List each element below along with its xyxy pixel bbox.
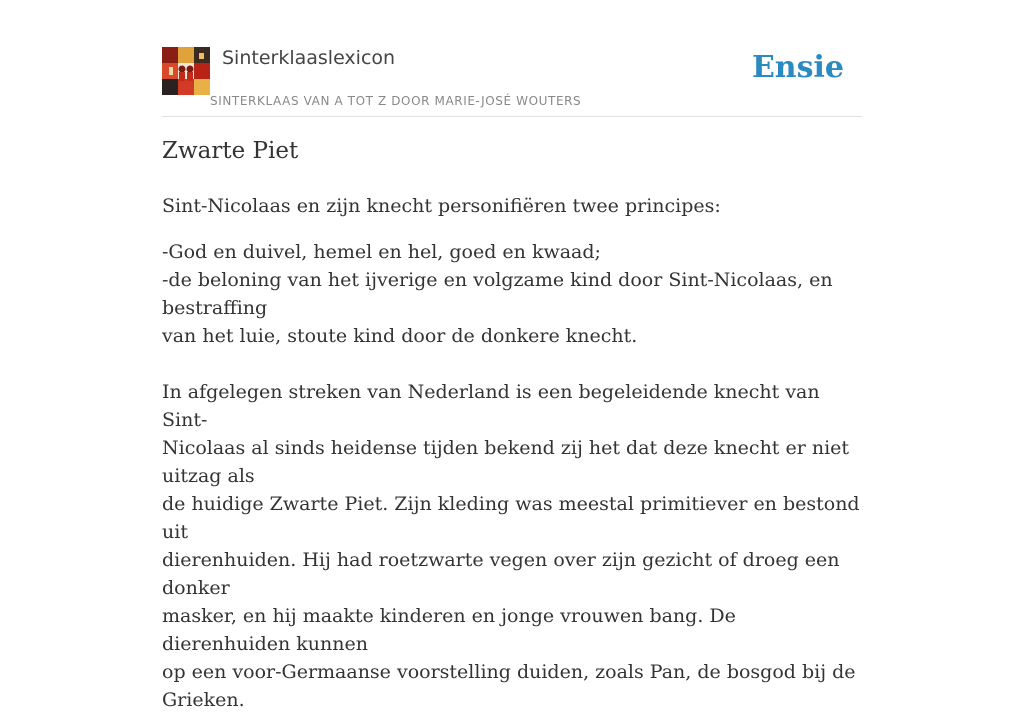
ensie-logo-link[interactable]: Ensie: [751, 50, 844, 85]
site-tagline: SINTERKLAAS VAN A TOT Z DOOR MARIE-JOSÉ WOUTERS: [210, 94, 582, 108]
site-header: [162, 46, 862, 117]
site-avatar[interactable]: [162, 47, 210, 95]
paragraph-line: Nicolaas al sinds heidense tijden bekend zij het dat deze knecht er niet uitzag als: [162, 437, 850, 487]
paragraph-line: op een voor-Germaanse voorstelling duiden, zoals Pan, de bosgod bij de Grieken.: [162, 661, 856, 711]
paragraph-line: de huidige Zwarte Piet. Zijn kleding was meestal primitiever en bestond uit: [162, 493, 860, 543]
principle-line-2: -de beloning van het ijverige en volgzame kind door Sint-Nicolaas, en bestraffing: [162, 269, 833, 319]
paragraph-line: masker, en hij maakte kinderen en jonge vrouwen bang. De dierenhuiden kunnen: [162, 605, 736, 655]
paragraph-line: dierenhuiden. Hij had roetzwarte vegen over zijn gezicht of droeg een donker: [162, 549, 840, 599]
site-name[interactable]: Sinterklaaslexicon: [222, 47, 396, 69]
article-body: [162, 192, 866, 714]
paragraph-line: In afgelegen streken van Nederland is een begeleidende knecht van Sint-: [162, 381, 820, 431]
principle-line-1: -God en duivel, hemel en hel, goed en kwaad;: [162, 241, 601, 263]
avatar-collage-image: [162, 47, 210, 95]
page-title: Zwarte Piet: [162, 138, 299, 164]
principle-line-2-cont: van het luie, stoute kind door de donkere knecht.: [162, 325, 638, 347]
intro-paragraph: Sint-Nicolaas en zijn knecht personifiëren twee principes:: [162, 195, 721, 217]
